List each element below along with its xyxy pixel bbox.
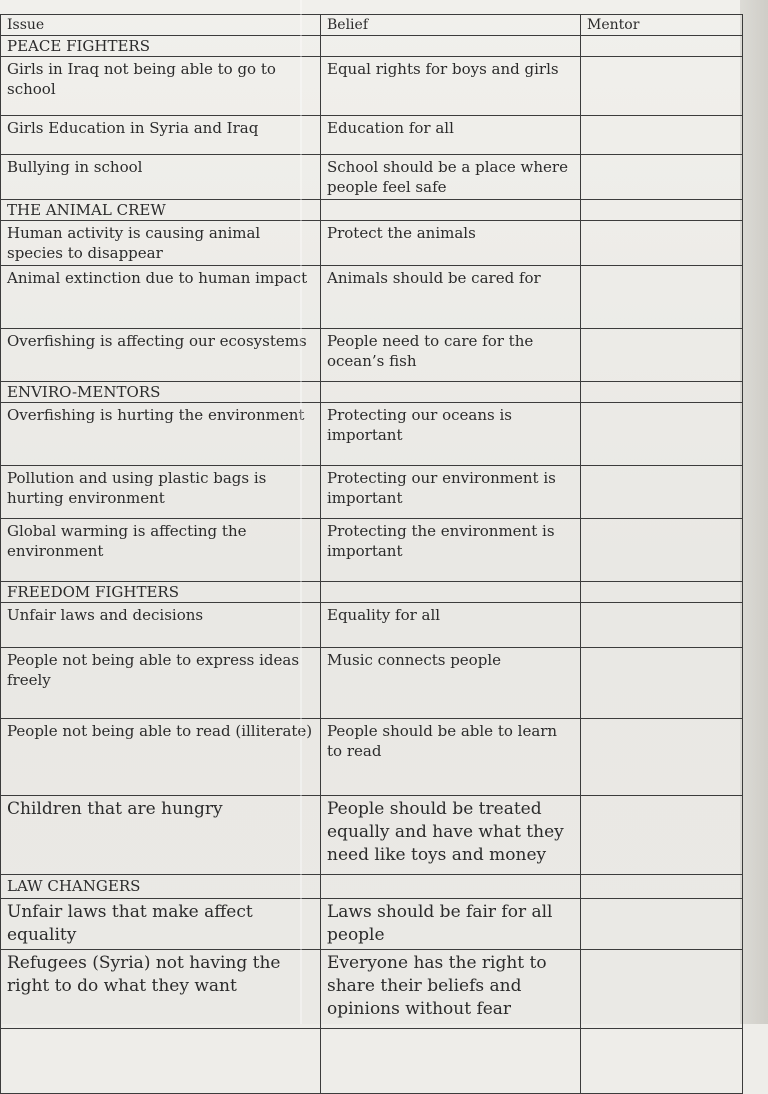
group-row [1, 382, 743, 403]
paper-fold-highlight [300, 0, 302, 1024]
issue-cell: Girls Education in Syria and Iraq [1, 116, 321, 155]
mentor-cell [581, 466, 743, 519]
mentor-cell [581, 899, 743, 950]
belief-cell: Equal rights for boys and girls [321, 57, 581, 116]
table-row [1, 719, 743, 796]
mentor-cell [581, 1029, 743, 1094]
belief-cell: Protecting the environment is important [321, 519, 581, 582]
group-name: ENVIRO-MENTORS [1, 382, 321, 403]
group-name: FREEDOM FIGHTERS [1, 582, 321, 603]
header-issue: Issue [1, 15, 321, 36]
group-row [1, 36, 743, 57]
group-name: LAW CHANGERS [1, 875, 321, 899]
issues-beliefs-table [0, 14, 743, 1094]
table-row [1, 899, 743, 950]
table-row [1, 266, 743, 329]
belief-cell: People need to care for the ocean’s fish [321, 329, 581, 382]
mentor-cell [581, 875, 743, 899]
mentor-cell [581, 200, 743, 221]
belief-cell: Everyone has the right to share their beliefs and opinions without fear [321, 950, 581, 1029]
table-row [1, 519, 743, 582]
table-header-row [1, 15, 743, 36]
table-row [1, 466, 743, 519]
empty-cell [321, 582, 581, 603]
issue-cell: Unfair laws that make affect equality [1, 899, 321, 950]
mentor-cell [581, 57, 743, 116]
table-row [1, 950, 743, 1029]
issue-cell [1, 1029, 321, 1094]
belief-cell: Music connects people [321, 648, 581, 719]
mentor-cell [581, 796, 743, 875]
table-row [1, 116, 743, 155]
mentor-cell [581, 582, 743, 603]
table-row [1, 57, 743, 116]
belief-cell: Protecting our environment is important [321, 466, 581, 519]
group-row [1, 875, 743, 899]
empty-cell [321, 875, 581, 899]
group-row [1, 582, 743, 603]
table-row [1, 403, 743, 466]
table-row [1, 648, 743, 719]
issue-cell: People not being able to express ideas freely [1, 648, 321, 719]
issue-cell: Overfishing is affecting our ecosystems [1, 329, 321, 382]
group-name: PEACE FIGHTERS [1, 36, 321, 57]
belief-cell: People should be treated equally and have what they need like toys and money [321, 796, 581, 875]
issue-cell: Children that are hungry [1, 796, 321, 875]
belief-cell: Animals should be cared for [321, 266, 581, 329]
paper-edge-background [740, 0, 768, 1024]
belief-cell: Protect the animals [321, 221, 581, 266]
header-mentor: Mentor [581, 15, 743, 36]
table-row [1, 1029, 743, 1094]
mentor-cell [581, 403, 743, 466]
empty-cell [321, 382, 581, 403]
table-row [1, 155, 743, 200]
belief-cell: Education for all [321, 116, 581, 155]
mentor-cell [581, 221, 743, 266]
table-row [1, 603, 743, 648]
group-row [1, 200, 743, 221]
belief-cell: Protecting our oceans is important [321, 403, 581, 466]
mentor-cell [581, 266, 743, 329]
belief-cell: People should be able to learn to read [321, 719, 581, 796]
table-row [1, 221, 743, 266]
belief-cell: School should be a place where people feel safe [321, 155, 581, 200]
mentor-cell [581, 329, 743, 382]
mentor-cell [581, 519, 743, 582]
issue-cell: Refugees (Syria) not having the right to do what they want [1, 950, 321, 1029]
mentor-cell [581, 36, 743, 57]
table-row [1, 796, 743, 875]
mentor-cell [581, 603, 743, 648]
empty-cell [321, 36, 581, 57]
mentor-cell [581, 155, 743, 200]
empty-cell [321, 200, 581, 221]
issue-cell: Unfair laws and decisions [1, 603, 321, 648]
issue-cell: Global warming is affecting the environment [1, 519, 321, 582]
belief-cell: Equality for all [321, 603, 581, 648]
mentor-cell [581, 382, 743, 403]
mentor-cell [581, 116, 743, 155]
issue-cell: Pollution and using plastic bags is hurting environment [1, 466, 321, 519]
table-row [1, 329, 743, 382]
belief-cell [321, 1029, 581, 1094]
group-name: THE ANIMAL CREW [1, 200, 321, 221]
issue-cell: Girls in Iraq not being able to go to school [1, 57, 321, 116]
mentor-cell [581, 719, 743, 796]
issue-cell: People not being able to read (illiterate) [1, 719, 321, 796]
belief-cell: Laws should be fair for all people [321, 899, 581, 950]
mentor-cell [581, 950, 743, 1029]
issue-cell: Human activity is causing animal species to disappear [1, 221, 321, 266]
issue-cell: Overfishing is hurting the environment [1, 403, 321, 466]
header-belief: Belief [321, 15, 581, 36]
issue-cell: Bullying in school [1, 155, 321, 200]
mentor-cell [581, 648, 743, 719]
issue-cell: Animal extinction due to human impact [1, 266, 321, 329]
